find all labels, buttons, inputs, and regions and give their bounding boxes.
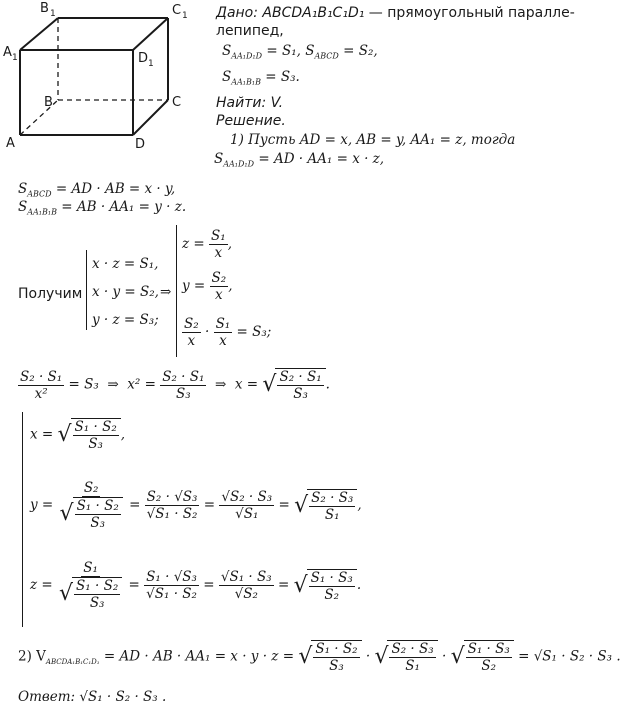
fraction (145, 489, 200, 522)
sys-left-2: x · y = S₂, (92, 284, 159, 300)
find-heading: Найти: (216, 95, 267, 111)
sqrt (294, 569, 357, 603)
step1-b-rest: = AD · AA₁ = x · z, (258, 151, 385, 167)
fraction-den: S₃ (175, 385, 191, 402)
area-1-value: = S₁, (266, 43, 301, 59)
solution-heading: Решение. (216, 113, 286, 129)
semicolon: ; (266, 324, 272, 340)
radicand (311, 640, 361, 674)
x2-eq: x² = (127, 376, 156, 393)
find-line (216, 94, 283, 112)
sqrt (298, 640, 361, 674)
sys-right-z (182, 228, 232, 261)
step2-line (18, 640, 621, 674)
vertex-label-d: D (135, 137, 146, 152)
step2-label: 2) V (18, 648, 46, 665)
fraction (309, 490, 355, 523)
sqrt (374, 640, 437, 674)
dot: · (204, 324, 210, 340)
radical-sign: √ (294, 492, 309, 518)
abcd-symbol: S (18, 181, 28, 197)
edge (133, 18, 168, 50)
answer-label: Ответ: (18, 689, 76, 705)
fraction-num: S₁ · √S₃ (146, 569, 197, 585)
fraction-den: x (215, 287, 223, 303)
fraction (75, 498, 121, 531)
area-2-sub: ABCD (314, 51, 339, 61)
xyz-system-brace (22, 412, 23, 627)
s1: S₁ (243, 506, 259, 522)
radical-sign: √ (450, 644, 465, 669)
eq: = (128, 577, 140, 593)
implies-arrow-3: ⇒ (215, 376, 227, 393)
eq: = (203, 577, 215, 593)
y-eq: y = (30, 497, 54, 513)
parallelepiped-figure (0, 0, 200, 155)
fraction-den (57, 577, 124, 611)
sys-right-y (182, 270, 233, 303)
fraction-num: S₂ · S₁ (20, 368, 63, 385)
fraction-den: x² (34, 385, 48, 402)
sqrt (262, 368, 325, 402)
aabb-rest: = AB · AA₁ = y · z. (61, 199, 187, 215)
sys-left-3: y · z = S₃; (92, 312, 159, 328)
left-system-brace (86, 250, 87, 330)
comma: , (120, 426, 126, 443)
xyz-x-line (30, 418, 125, 452)
fraction (277, 369, 323, 402)
fraction-num: S₁ · S₂ (315, 641, 358, 657)
fraction-den: S₃ (90, 515, 105, 531)
s2: S₂ (243, 586, 258, 602)
step1-b-symbol: S (214, 151, 224, 167)
fraction-num: S₂ · S₃ (311, 489, 354, 506)
s1s3: S₁ · S₃ (229, 569, 272, 585)
radicand (73, 497, 123, 531)
radical-sign: √ (59, 581, 74, 606)
fraction-den: √S₁ (235, 506, 259, 522)
radical-sign: √ (59, 501, 74, 526)
radicand (307, 489, 357, 523)
radical-sign: √ (374, 644, 389, 669)
period: . (356, 577, 362, 593)
comma: , (357, 497, 362, 513)
vertex-label-c: C (172, 95, 182, 110)
radicand (71, 418, 121, 452)
implies-arrow-1: ⇒ (160, 284, 172, 300)
sqrt (58, 418, 121, 452)
got-label: Получим (18, 286, 83, 302)
fraction-den: x (214, 245, 223, 261)
fraction (389, 641, 435, 674)
fraction-den: x (219, 333, 227, 349)
fraction (214, 316, 233, 349)
fraction-num: S₂ (184, 316, 199, 332)
fraction-num: S₂ (83, 480, 99, 496)
fraction (58, 480, 125, 531)
given-desc-1: — прямоугольный паралле- (368, 5, 575, 21)
fraction (313, 641, 359, 674)
vertex-label-d1: D (138, 51, 149, 66)
line-aabb (18, 198, 186, 222)
fraction-den (58, 497, 125, 531)
step2-final: = √S₁ · S₂ · S₃ . (518, 648, 621, 665)
given-object: ABCDA₁B₁C₁D₁ (262, 5, 365, 21)
fraction (219, 569, 274, 602)
area-3-value: = S₃. (265, 69, 300, 85)
fraction (144, 569, 199, 602)
radicand (464, 640, 514, 674)
sqrt (59, 577, 122, 611)
radicand (72, 577, 122, 611)
fraction (18, 369, 64, 402)
radical-sign: √ (293, 572, 308, 598)
sys-right-3 (182, 316, 271, 349)
radical-sign: √ (57, 422, 72, 447)
vertex-label-b1: B (40, 1, 49, 16)
fraction-num: S₂ · S₃ (391, 641, 434, 657)
fraction-num: √S₂ · S₃ (221, 489, 273, 505)
vertex-label-a: A (6, 136, 15, 151)
fraction-den: S₃ (293, 386, 308, 402)
fraction-den: S₃ (88, 436, 103, 452)
fraction-num: S₂ (211, 270, 227, 286)
find-target: V. (270, 95, 284, 111)
fraction-num: S₁ (83, 560, 98, 576)
given-desc-2: лепипед, (216, 23, 284, 39)
eq: = (203, 497, 216, 513)
fraction (219, 489, 274, 522)
vertex-label-a1: A (3, 45, 12, 60)
fraction (57, 560, 124, 611)
fraction (209, 228, 228, 261)
fraction-num: S₁ · S₂ (76, 578, 119, 594)
dot: · (441, 648, 447, 665)
given-area-3-line (222, 68, 300, 92)
edge (133, 100, 168, 135)
vertex-label-b: B (44, 95, 53, 110)
abcd-sub: ABCD (27, 189, 52, 199)
step1-line-a: 1) Пусть AD = x, AB = y, AA₁ = z, тогда (230, 132, 516, 148)
radicand (387, 640, 437, 674)
area-2-symbol: S (305, 43, 315, 59)
fraction (73, 419, 119, 452)
eq-s3: = S₃ (68, 376, 99, 393)
answer-value: √S₁ · S₂ · S₃ . (79, 689, 167, 705)
fraction-den: √S₁ · S₂ (146, 586, 197, 602)
eq: = (278, 497, 290, 513)
fraction-num: S₂ · S₁ (162, 368, 205, 385)
area-1-symbol: S (222, 43, 232, 59)
given-line-1 (216, 4, 575, 22)
fraction-den: S₂ (324, 586, 340, 603)
sys-left-1: x · z = S₁, (92, 256, 159, 272)
area-3-sub: AA₁B₁B (231, 77, 261, 87)
eq: = (129, 497, 141, 513)
area-3-symbol: S (222, 69, 232, 85)
x-eq: x = (234, 376, 259, 393)
xyz-y-line (30, 480, 362, 531)
aabb-symbol: S (18, 199, 28, 215)
abcd-rest: = AD · AB = x · y, (55, 181, 176, 197)
sqrt (294, 489, 357, 523)
step2-sub: ABCDA₁B₁C₁D₁ (45, 658, 100, 667)
fraction-den: √S₂ (234, 586, 258, 602)
step1-b-sub: AA₁D₁D (223, 159, 255, 169)
given-heading: Дано: (216, 5, 258, 21)
area-2-value: = S₂, (343, 43, 378, 59)
vertex-label-a1-sub: 1 (12, 53, 18, 63)
fraction-num: S₂ · S₁ (279, 369, 322, 385)
radicand (307, 569, 357, 603)
aabb-sub: AA₁B₁B (27, 207, 57, 217)
fraction-num: √S₁ · S₃ (220, 569, 272, 585)
x-derivation (18, 368, 330, 402)
fraction (466, 641, 512, 674)
s2s3: S₂ · S₃ (229, 489, 273, 505)
xyz-z-line (30, 560, 361, 611)
fraction-num: S₁ (211, 228, 226, 244)
radical-sign: √ (262, 372, 277, 397)
z-eq: z = (30, 577, 53, 593)
dot: · (365, 648, 371, 665)
fraction-den: S₁ (324, 506, 340, 523)
x-eq: x = (30, 426, 54, 443)
fraction (160, 369, 206, 402)
comma: , (227, 236, 232, 252)
vertex-label-c1: C (172, 3, 182, 18)
vertex-label-d1-sub: 1 (148, 59, 154, 69)
fraction-den: S₁ (405, 658, 420, 674)
eq: = (277, 577, 290, 593)
period: . (325, 376, 330, 393)
fraction-num: S₁ · S₂ (74, 419, 117, 435)
step2-rest: = AD · AB · AA₁ = x · y · z = (103, 648, 295, 665)
edge (20, 18, 58, 50)
step1-line-b (214, 150, 384, 174)
sqrt (60, 497, 123, 531)
fraction-num: S₁ · S₃ (467, 641, 510, 657)
implies-arrow-2: ⇒ (107, 376, 119, 393)
fraction (74, 578, 120, 611)
eq-s3: = S₃ (236, 324, 267, 340)
vertex-label-c1-sub: 1 (182, 11, 188, 21)
fraction-den: x (187, 333, 196, 349)
fraction-den: S₃ (89, 595, 105, 611)
right-system-brace (176, 225, 177, 357)
fraction (210, 270, 229, 303)
area-1-sub: AA₁D₁D (231, 51, 263, 61)
fraction-den: S₃ (329, 658, 344, 674)
fraction-num: S₂ · √S₃ (146, 489, 198, 505)
fraction-den: S₂ (481, 658, 497, 674)
sqrt (451, 640, 514, 674)
comma: , (228, 278, 233, 294)
radical-sign: √ (298, 644, 313, 669)
answer-line (18, 688, 166, 706)
fraction-num: S₁ (215, 316, 231, 332)
sys-right-z-label: z = (182, 236, 205, 252)
sys-right-y-label: y = (182, 278, 206, 294)
fraction-den: √S₁ · S₂ (146, 506, 198, 522)
fraction (309, 570, 355, 603)
vertex-label-b1-sub: 1 (50, 9, 56, 19)
fraction-num: S₁ · S₂ (76, 498, 119, 514)
radicand (275, 368, 325, 402)
given-areas-line (222, 42, 378, 66)
fraction-num: S₁ · S₃ (310, 569, 353, 586)
fraction (182, 316, 201, 349)
